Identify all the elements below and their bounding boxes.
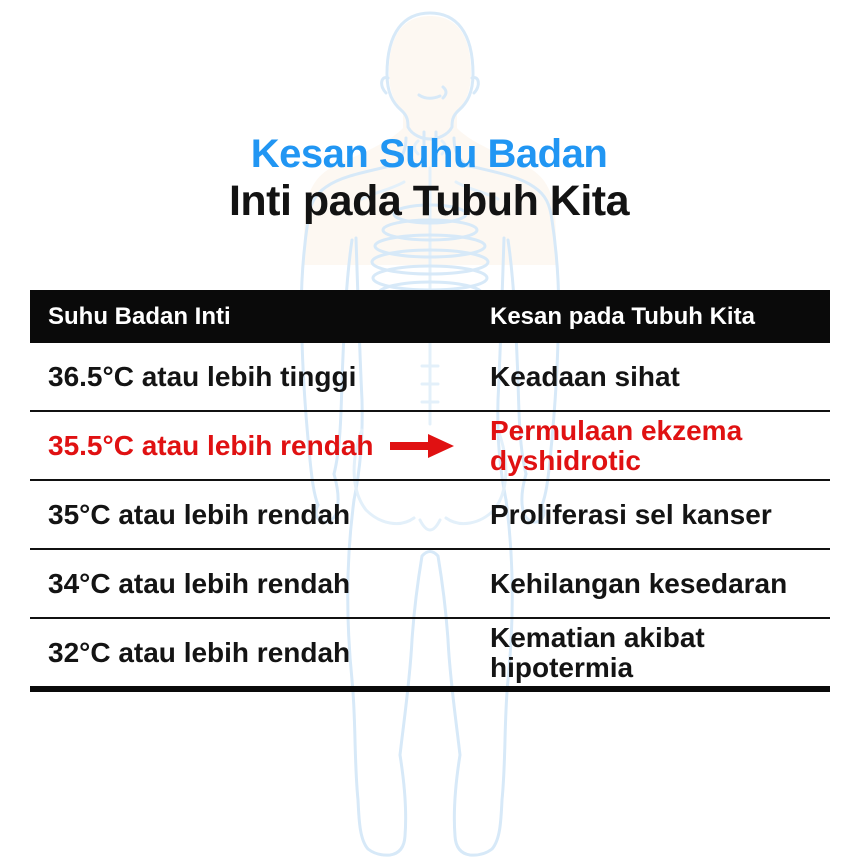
page-title-line2: Inti pada Tubuh Kita [228,177,630,226]
temperature-value: 35°C atau lebih rendah [48,498,351,530]
temperature-value: 34°C atau lebih rendah [48,567,351,599]
table-row [30,479,830,548]
header-cell-effect: Kesan pada Tubuh Kita [490,302,755,330]
temperature-effects-table [30,290,830,692]
table-row-highlighted [30,410,830,479]
temperature-text: 35.5°C atau lebih rendah [48,429,374,461]
temperature-value: 32°C atau lebih rendah [48,636,351,668]
table-header-row [30,290,830,343]
effect-value: Keadaan sihat [490,360,680,392]
effect-value: Kematian akibat hipotermia [490,621,705,683]
header-cell-temperature: Suhu Badan Inti [48,302,231,330]
page-title-line1: Kesan Suhu Badan [250,132,608,176]
table-row [30,617,830,686]
effect-value: Proliferasi sel kanser [490,498,772,530]
red-right-arrow-icon [390,432,454,460]
table-row [30,548,830,617]
effect-value: Kehilangan kesedaran [490,567,788,599]
effect-value-highlighted: Permulaan ekzema dyshidrotic [490,414,743,476]
temperature-value-highlighted [30,430,490,462]
page-title [0,133,858,225]
temperature-value: 36.5°C atau lebih tinggi [48,360,357,392]
table-row [30,343,830,410]
